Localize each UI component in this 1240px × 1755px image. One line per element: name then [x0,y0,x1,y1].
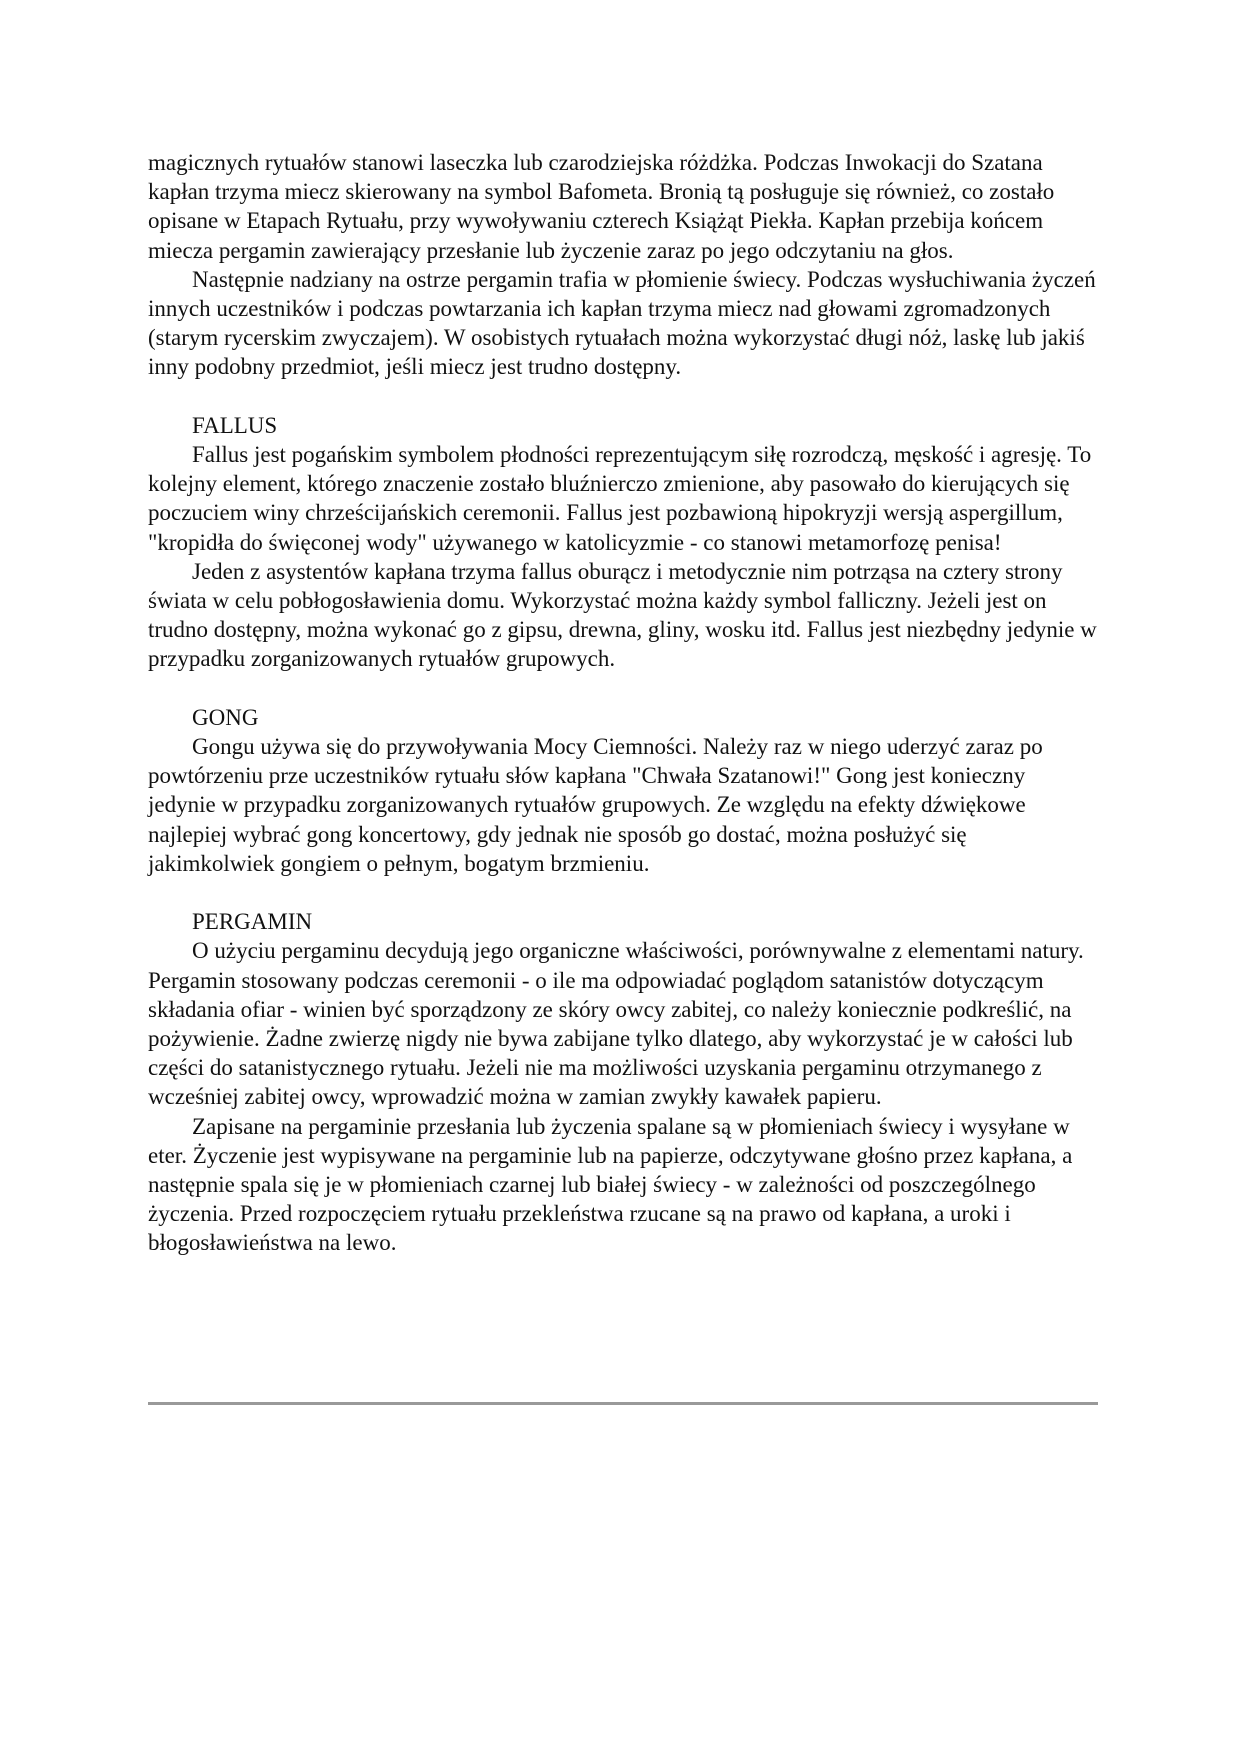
pergamin-paragraph-1: O użyciu pergaminu decydują jego organiczne właściwości, porównywalne z elementami natury. Pergamin stosowany podczas ceremonii - o ile ma odpowiadać poglądom satanistów dotyczącym składania ofiar - winien być sporządzony ze skóry owcy zabitej, co należy koniecznie podkreślić, na pożywienie. Żadne zwierzę nigdy nie bywa zabijane tylko dlatego, aby wykorzystać je w całości lub części do satanistycznego rytuału. Jeżeli nie ma możliwości uzyskania pergaminu otrzymanego z wcześniej zabitej owcy, wprowadzić można w zamian zwykły kawałek papieru. [148,938,1084,1110]
document-body [148,148,1098,1258]
intro-paragraph-1: magicznych rytuałów stanowi laseczka lub czarodziejska różdżka. Podczas Inwokacji do Szatana kapłan trzyma miecz skierowany na symbol Bafometa. Bronią tą posługuje się również, co zostało opisane w Etapach Rytuału, przy wywoływaniu czterech Książąt Piekła. Kapłan przebija końcem miecza pergamin zawierający przesłanie lub życzenie zaraz po jego odczytaniu na głos. [148,150,1055,263]
pergamin-paragraph-2: Zapisane na pergaminie przesłania lub życzenia spalane są w płomieniach świecy i wysyłane w eter. Życzenie jest wypisywane na pergaminie lub na papierze, odczytywane głośno przez kapłana, a następnie spala się je w płomieniach czarnej lub białej świecy - w zależności od poszczególnego życzenia. Przed rozpoczęciem rytuału przekleństwa rzucane są na prawo od kapłana, a uroki i błogosławieństwa na lewo. [148,1113,1073,1256]
fallus-paragraph-1: Fallus jest pogańskim symbolem płodności reprezentującym siłę rozrodczą, męskość i agresję. To kolejny element, którego znaczenie zostało bluźnierczo zmienione, aby pasowało do kierujących się poczuciem winy chrześcijańskich ceremonii. Fallus jest pozbawioną hipokryzji wersją aspergillum, "kropidła do święconej wody" używanego w katolicyzmie - co stanowi metamorfozę penisa! [148,442,1092,555]
horizontal-rule [148,1402,1098,1405]
section-heading-pergamin: PERGAMIN [192,909,313,935]
fallus-paragraph-2: Jeden z asystentów kapłana trzyma fallus oburącz i metodycznie nim potrząsa na cztery strony świata w celu pobłogosławienia domu. Wykorzystać można każdy symbol falliczny. Jeżeli jest on trudno dostępny, można wykonać go z gipsu, drewna, gliny, wosku itd. Fallus jest niezbędny jedynie w przypadku zorganizowanych rytuałów grupowych. [148,558,1097,672]
intro-paragraph-2: Następnie nadziany na ostrze pergamin trafia w płomienie świecy. Podczas wysłuchiwania życzeń innych uczestników i podczas powtarzania ich kapłan trzyma miecz nad głowami zgromadzonych (starym rycerskim zwyczajem). W osobistych rytuałach można wykorzystać długi nóż, laskę lub jakiś inny podobny przedmiot, jeśli miecz jest trudno dostępny. [148,266,1096,380]
section-heading-fallus: FALLUS [192,412,278,438]
section-heading-gong: GONG [192,704,259,730]
gong-paragraph-1: Gongu używa się do przywoływania Mocy Ciemności. Należy raz w niego uderzyć zaraz po powtórzeniu prze uczestników rytuału słów kapłana "Chwała Szatanowi!" Gong jest konieczny jedynie w przypadku zorganizowanych rytuałów grupowych. Ze względu na efekty dźwiękowe najlepiej wybrać gong koncertowy, gdy jednak nie sposób go dostać, można posłużyć się jakimkolwiek gongiem o pełnym, bogatym brzmieniu. [148,734,1043,876]
